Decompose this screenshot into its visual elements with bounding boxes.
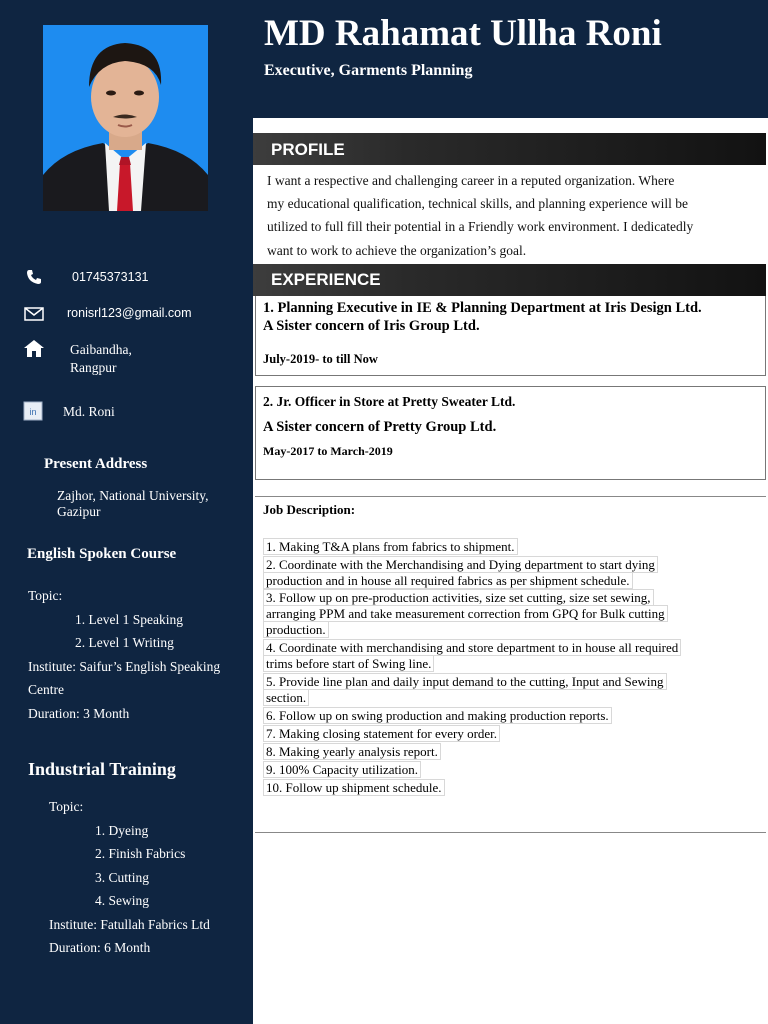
profile-heading: PROFILE	[271, 140, 345, 159]
english-course-heading: English Spoken Course	[27, 546, 177, 562]
training-institute: Institute: Fatullah Fabrics Ltd	[49, 917, 210, 932]
job2-company: A Sister concern of Pretty Group Ltd.	[263, 419, 497, 435]
job-description-line: 2. Coordinate with the Merchandising and Dying department to start dying	[263, 556, 658, 573]
job-description-line: production and in house all required fabrics as per shipment schedule.	[263, 572, 633, 589]
svg-text:in: in	[29, 407, 37, 417]
training-topic-item: 3. Cutting	[95, 870, 150, 885]
job-description-line: arranging PPM and take measurement correction from GPQ for Bulk cutting	[263, 605, 668, 622]
job-description-line: 10. Follow up shipment schedule.	[263, 779, 445, 796]
job-description-line: production.	[263, 621, 329, 638]
english-institute-line1: Institute: Saifur’s English Speaking	[28, 659, 221, 674]
training-topic-item: 1. Dyeing	[95, 823, 149, 838]
present-address-line2: Gazipur	[57, 504, 101, 519]
english-topic-item: 2. Level 1 Writing	[75, 635, 174, 650]
profile-text-line: utilized to full fill their potential in a Friendly work environment. I dedicatedly	[267, 219, 694, 234]
job-description-line: 5. Provide line plan and daily input demand to the cutting, Input and Sewing	[263, 673, 667, 690]
job1-title: 1. Planning Executive in IE & Planning Department at Iris Design Ltd.	[263, 300, 702, 316]
training-topic-item: 2. Finish Fabrics	[95, 846, 186, 861]
job-description-heading: Job Description:	[263, 502, 356, 517]
job-description-line: 6. Follow up on swing production and making production reports.	[263, 707, 612, 724]
profile-photo	[43, 25, 208, 211]
candidate-title: Executive, Garments Planning	[264, 62, 473, 79]
phone-number[interactable]: 01745373131	[72, 270, 149, 284]
linkedin-icon	[23, 401, 43, 419]
home-address-line2: Rangpur	[70, 360, 117, 375]
job-description-line: 1. Making T&A plans from fabrics to shipment.	[263, 538, 518, 555]
job-description-line: 8. Making yearly analysis report.	[263, 743, 441, 760]
job-description-line: 3. Follow up on pre-production activities, size set cutting, size set sewing,	[263, 589, 654, 606]
profile-text-line: want to work to achieve the organization’s goal.	[267, 243, 527, 258]
english-topic-label: Topic:	[28, 588, 63, 603]
phone-icon	[25, 268, 45, 286]
candidate-name: MD Rahamat Ullha Roni	[264, 13, 662, 54]
home-address-line1: Gaibandha,	[70, 342, 132, 357]
linkedin-name[interactable]: Md. Roni	[63, 404, 115, 419]
job-description-line: 7. Making closing statement for every order.	[263, 725, 500, 742]
industrial-training-heading: Industrial Training	[28, 759, 176, 779]
job2-title: 2. Jr. Officer in Store at Pretty Sweater Ltd.	[263, 394, 516, 409]
job1-company: A Sister concern of Iris Group Ltd.	[263, 318, 480, 334]
training-topic-label: Topic:	[49, 799, 84, 814]
job-description-line: trims before start of Swing line.	[263, 655, 434, 672]
job2-dates: May-2017 to March-2019	[263, 444, 393, 458]
job-description-line: section.	[263, 689, 309, 706]
present-address-line1: Zajhor, National University,	[57, 488, 209, 503]
english-institute-line2: Centre	[28, 682, 64, 697]
envelope-icon	[24, 306, 44, 324]
english-duration: Duration: 3 Month	[28, 706, 130, 721]
experience-heading: EXPERIENCE	[271, 270, 381, 289]
present-address-heading: Present Address	[44, 456, 148, 472]
divider	[255, 832, 766, 833]
job-description-line: 4. Coordinate with merchandising and store department to in house all required	[263, 639, 681, 656]
divider	[255, 496, 766, 497]
profile-text-line: I want a respective and challenging career in a reputed organization. Where	[267, 173, 675, 188]
email-address[interactable]: ronisrl123@gmail.com	[67, 306, 192, 320]
job1-dates: July-2019- to till Now	[263, 352, 378, 366]
training-duration: Duration: 6 Month	[49, 940, 151, 955]
profile-text-line: my educational qualification, technical skills, and planning experience will be	[267, 196, 688, 211]
training-topic-item: 4. Sewing	[95, 893, 149, 908]
job-description-line: 9. 100% Capacity utilization.	[263, 761, 421, 778]
home-icon	[23, 338, 43, 356]
english-topic-item: 1. Level 1 Speaking	[75, 612, 183, 627]
